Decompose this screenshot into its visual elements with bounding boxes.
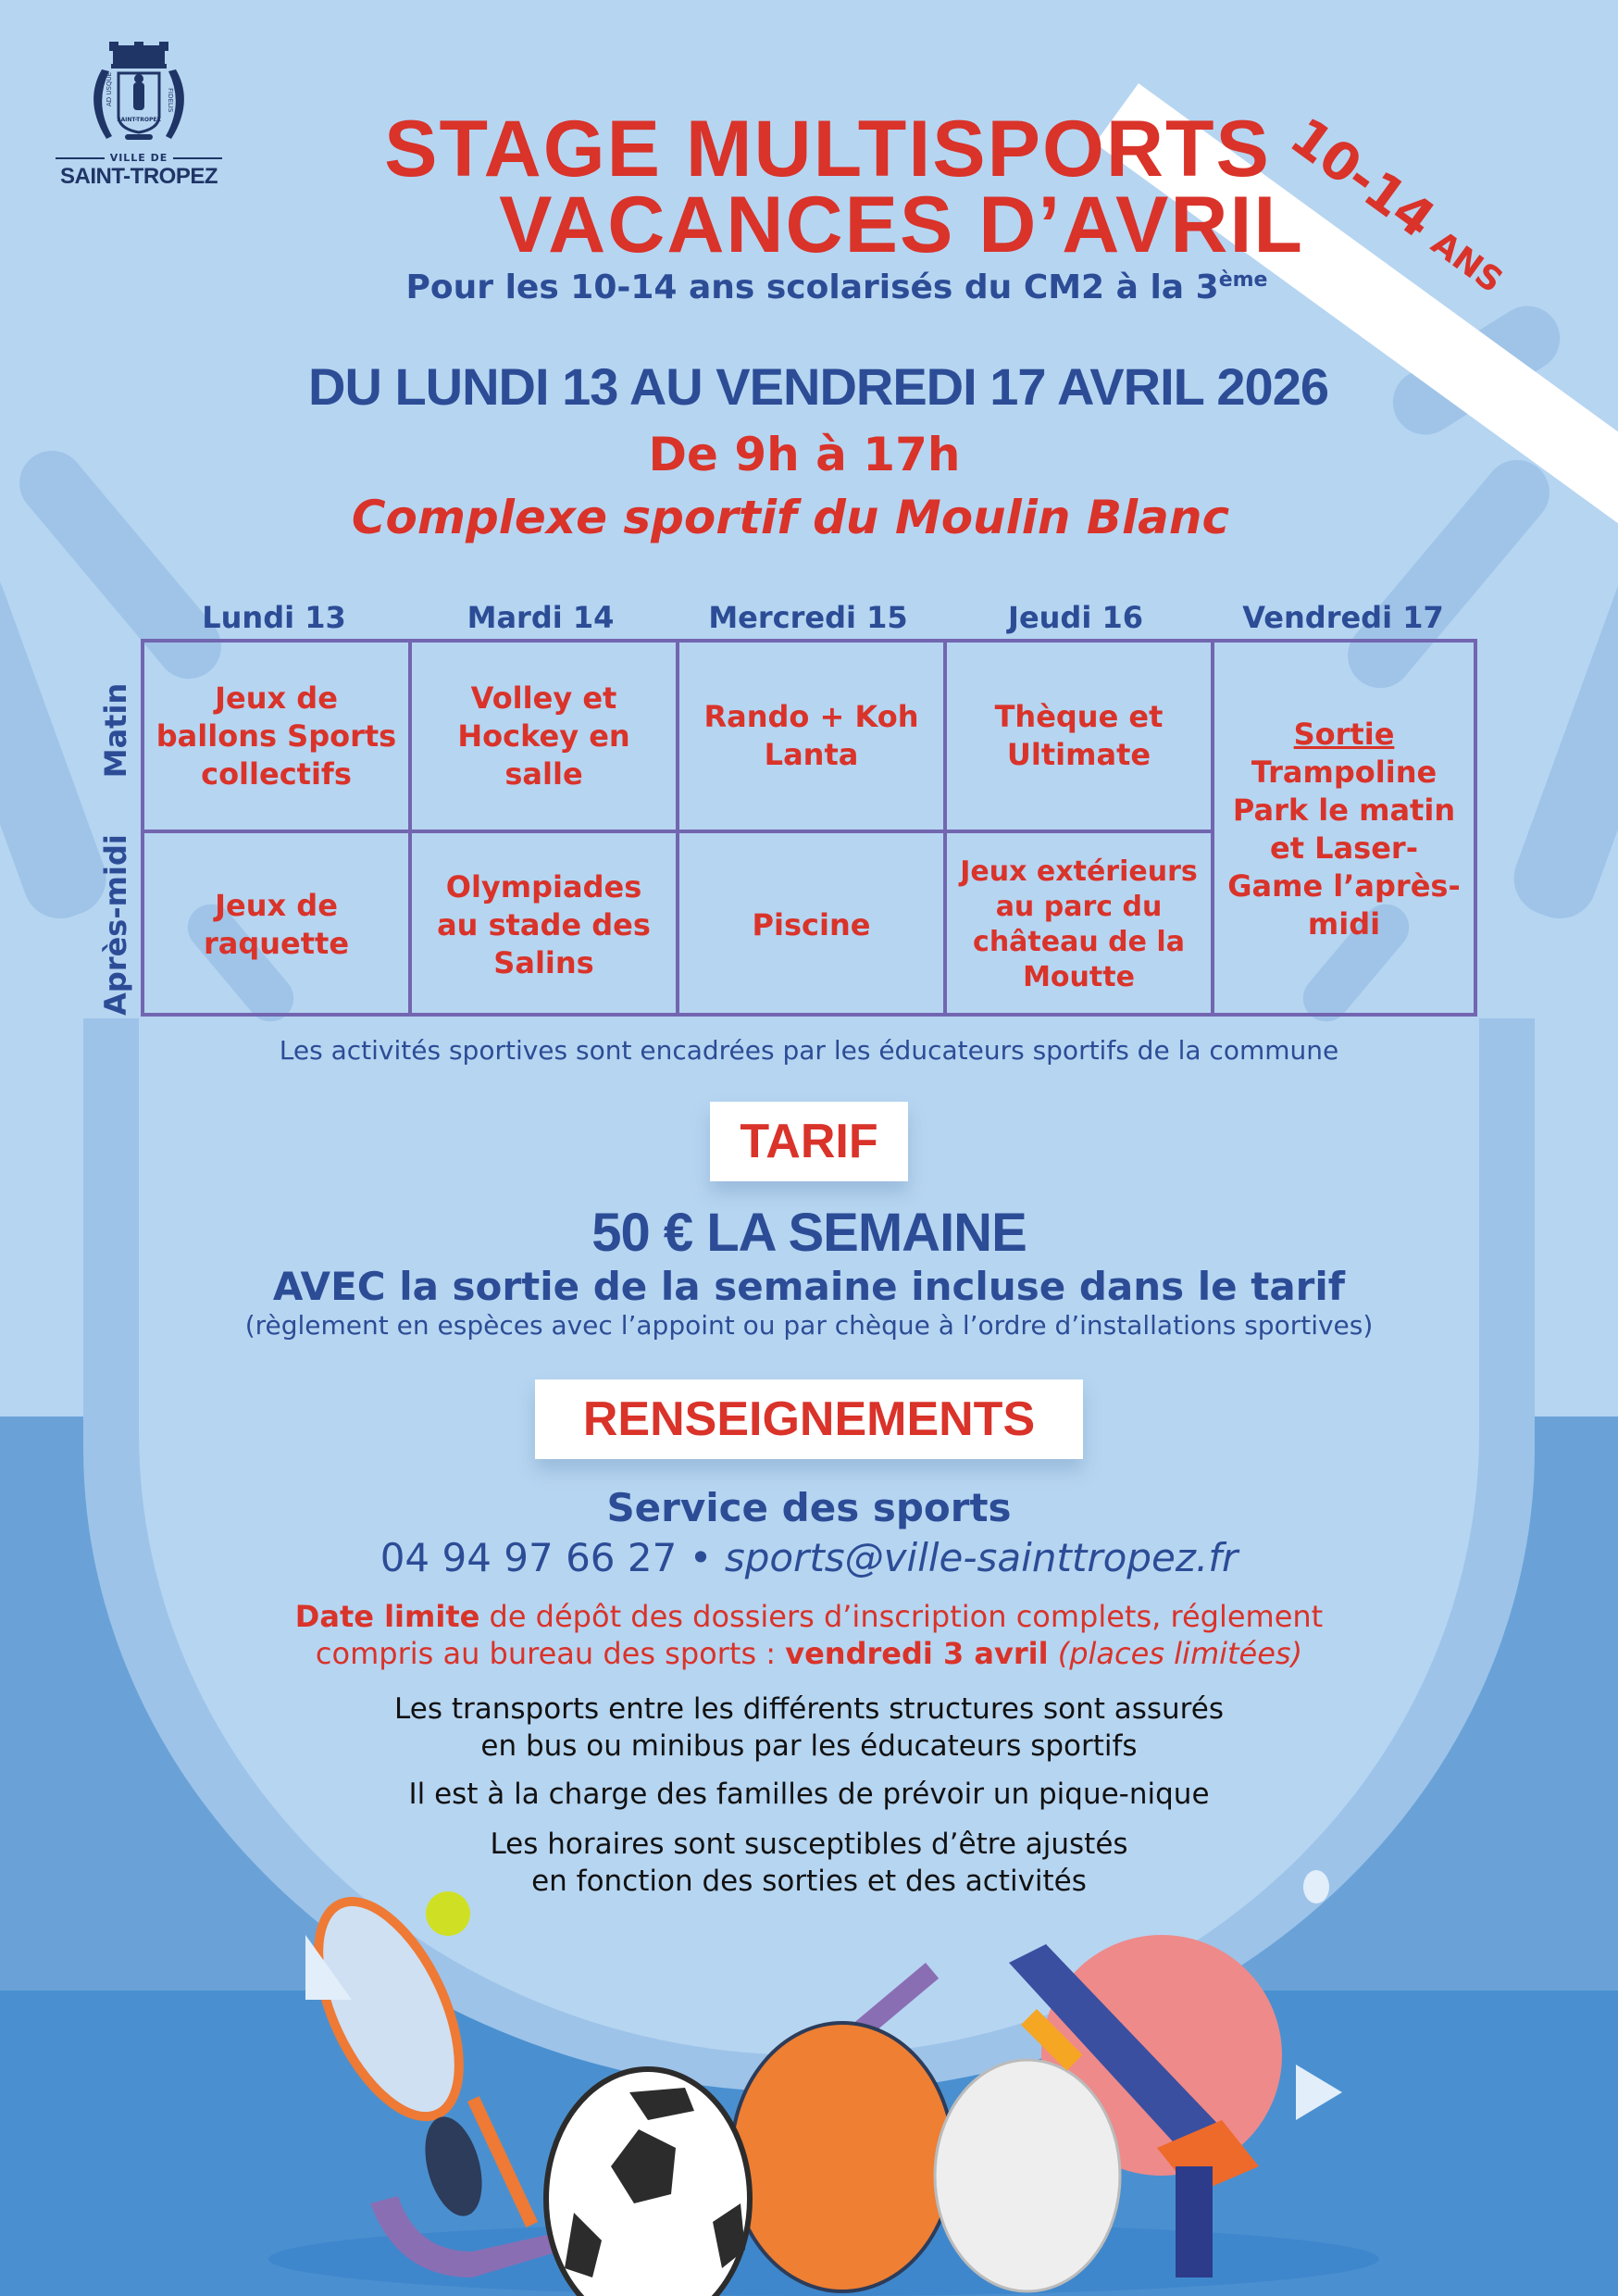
email-link[interactable]: sports@ville-sainttropez.fr	[724, 1535, 1238, 1580]
decor-pill	[1503, 553, 1618, 930]
svg-text:AD USQUE: AD USQUE	[106, 71, 113, 106]
day-header: Lundi 13	[202, 600, 346, 635]
transport-line-2: en bus ou minibus par les éducateurs sportifs	[480, 1729, 1138, 1763]
deadline-date: vendredi 3 avril	[785, 1636, 1049, 1671]
deadline-note: (places limitées)	[1057, 1636, 1303, 1671]
date-range: DU LUNDI 13 AU VENDREDI 17 AVRIL 2026	[308, 357, 1328, 416]
tarif-label: TARIF	[710, 1102, 908, 1181]
schedule-cell: Jeux de raquette	[144, 833, 412, 1017]
day-header: Vendredi 17	[1242, 600, 1444, 635]
hours: De 9h à 17h	[648, 428, 961, 481]
schedule-cell: Piscine	[679, 833, 947, 1017]
deadline-text: compris au bureau des sports :	[315, 1636, 786, 1671]
schedule-cell: Olympiades au stade des Salins	[412, 833, 679, 1017]
info-label: RENSEIGNEMENTS	[535, 1379, 1083, 1459]
deadline-label: Date limite	[294, 1599, 480, 1634]
phone-number[interactable]: 04 94 97 66 27	[380, 1535, 678, 1580]
volleyball-icon	[935, 2060, 1120, 2291]
logo-town-name: SAINT-TROPEZ	[59, 164, 218, 189]
tennis-racket-icon	[290, 1880, 538, 2227]
price-included-note: AVEC la sortie de la semaine incluse dans le tarif	[272, 1264, 1346, 1309]
schedule-cell: Jeux extérieurs au parc du château de la Moutte	[947, 833, 1214, 1017]
tennis-ball-icon	[426, 1891, 470, 1936]
row-label-morning: Matin	[98, 682, 133, 779]
title-line-1: STAGE MULTISPORTS	[384, 105, 1271, 193]
schedule-grid	[141, 639, 1477, 1017]
sports-equipment-illustration	[0, 1852, 1618, 2296]
logo-ville-de: VILLE DE	[56, 152, 222, 164]
service-name: Service des sports	[606, 1485, 1012, 1530]
hours-note-line-2: en fonction des sorties et des activités	[531, 1865, 1087, 1898]
contact-line	[0, 1535, 1618, 1580]
separator: •	[689, 1535, 713, 1580]
friday-outing-heading: Sortie	[1293, 717, 1395, 752]
venue: Complexe sportif du Moulin Blanc	[351, 491, 1230, 544]
soccer-ball-icon	[546, 2069, 750, 2296]
svg-text:SAINT-TROPEZ: SAINT-TROPEZ	[117, 117, 161, 123]
subtitle	[28, 268, 1618, 306]
picnic-note: Il est à la charge des familles de prévoir un pique-nique	[408, 1778, 1210, 1811]
ribbon-unit: ANS	[1424, 224, 1510, 301]
day-header: Mardi 14	[467, 600, 615, 635]
day-header: Jeudi 16	[1008, 600, 1143, 635]
hours-note-line-1: Les horaires sont susceptibles d’être ajustés	[490, 1828, 1128, 1861]
payment-note: (règlement en espèces avec l’appoint ou par chèque à l’ordre d’installations sportives)	[244, 1310, 1374, 1341]
decor-triangle	[1296, 2065, 1342, 2120]
price: 50 € LA SEMAINE	[591, 1203, 1027, 1263]
basketball-icon	[731, 2023, 953, 2291]
deadline-line-1	[0, 1598, 1618, 1635]
schedule-cell: Thèque et Ultimate	[947, 643, 1214, 833]
subtitle-text: Pour les 10-14 ans scolarisés du CM2 à la 3	[405, 268, 1219, 306]
deadline-text: de dépôt des dossiers d’inscription complets, réglement	[479, 1599, 1324, 1634]
title-line-2: VACANCES D’AVRIL	[499, 181, 1304, 269]
ribbon-age: 10-14	[1278, 106, 1445, 250]
schedule-cell: Rando + Koh Lanta	[679, 643, 947, 833]
schedule-footnote: Les activités sportives sont encadrées par les éducateurs sportifs de la commune	[279, 1035, 1339, 1066]
friday-outing-text: Trampoline Park le matin et Laser-Game l’après-midi	[1227, 755, 1461, 942]
schedule-cell-friday	[1214, 643, 1474, 1017]
svg-text:FIDELIS: FIDELIS	[167, 88, 174, 113]
transport-line-1: Les transports entre les différents structures sont assurés	[394, 1692, 1224, 1726]
row-label-afternoon: Après-midi	[98, 834, 133, 1016]
deadline-line-2	[0, 1635, 1618, 1672]
schedule-cell: Jeux de ballons Sports collectifs	[144, 643, 412, 833]
subtitle-sup: ème	[1218, 268, 1268, 292]
day-header: Mercredi 15	[708, 600, 908, 635]
schedule-cell: Volley et Hockey en salle	[412, 643, 679, 833]
